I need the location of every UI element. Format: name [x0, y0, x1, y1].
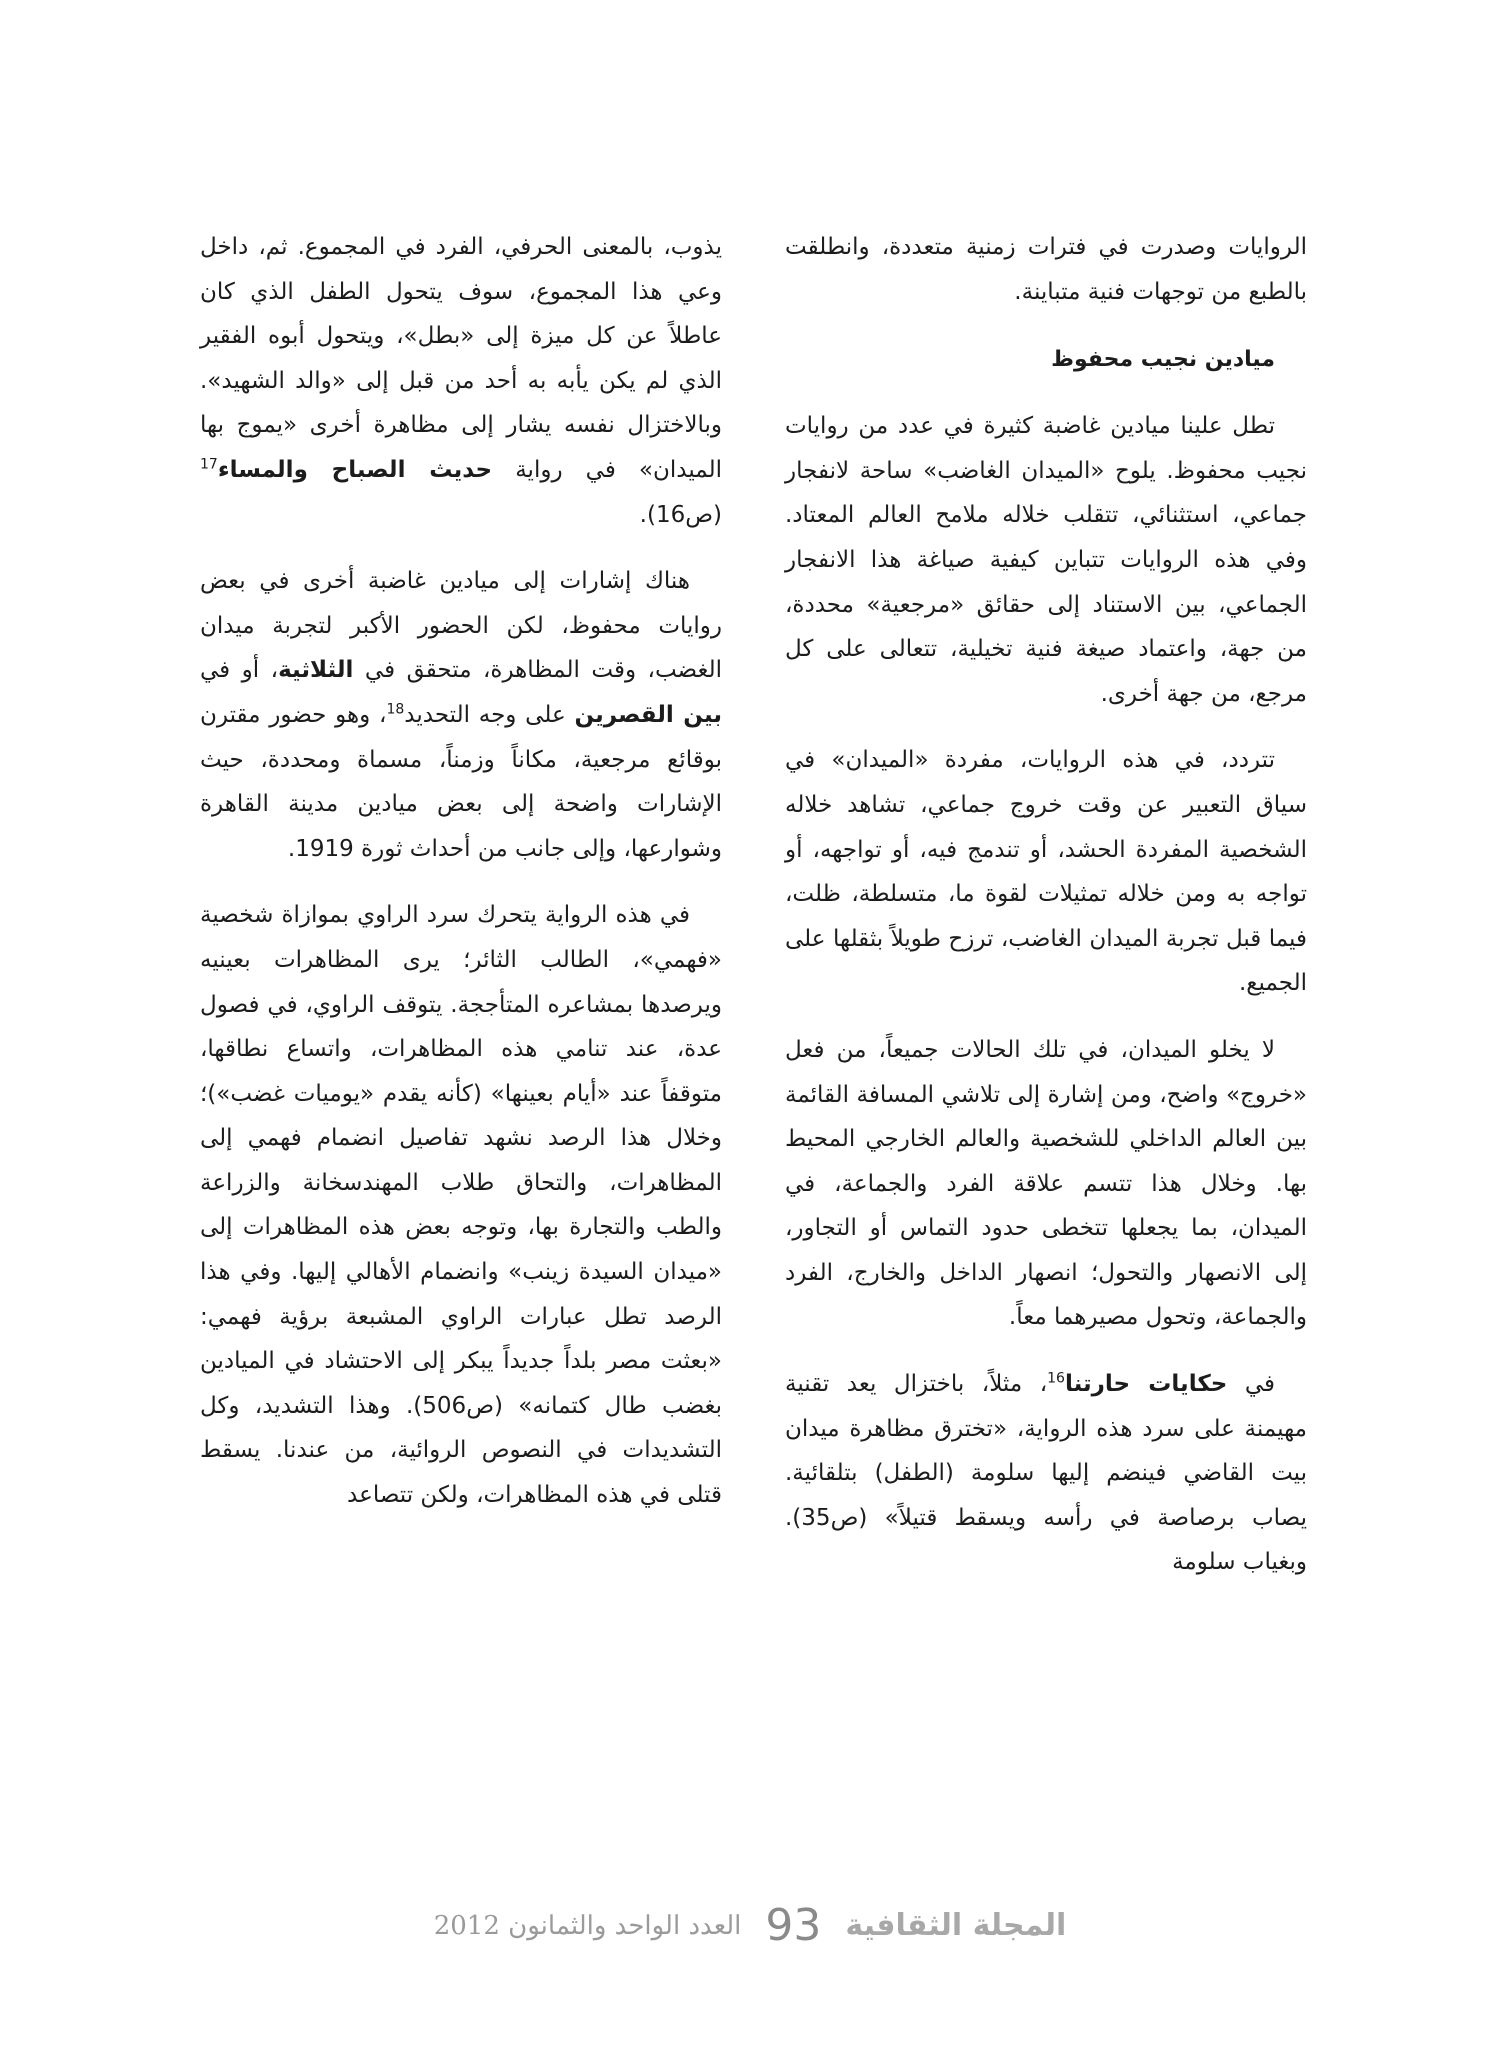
issue-label: العدد الواحد والثمانون 2012 — [433, 1910, 742, 1941]
section-heading: ميادين نجيب محفوظ — [1051, 347, 1275, 373]
paragraph: تطل علينا ميادين غاضبة كثيرة في عدد من روايات نجيب محفوظ. يلوح «الميدان الغاضب» ساحة لانفجار جماعي، استثنائي، تتقلب خلاله ملامح العالم المعتاد. وفي هذه الروايات تتباين كيفية صياغة هذا الانفجار الجماعي، بين الاستناد إلى حقائق «مرجعية» محددة، من جهة، واعتماد صيغة فنية تخيلية، تتعالى على كل مرجع، من جهة أخرى. — [785, 413, 1307, 707]
footnote-ref: 17 — [200, 456, 218, 473]
footnote-ref: 18 — [386, 701, 405, 718]
page-number: 93 — [765, 1900, 822, 1951]
magazine-name: المجلة الثقافية — [845, 1908, 1067, 1943]
text-run: في — [1227, 1371, 1275, 1398]
left-column — [200, 225, 722, 1518]
paragraph: الروايات وصدرت في فترات زمنية متعددة، وانطلقت بالطبع من توجهات فنية متباينة. — [785, 234, 1307, 305]
text-run: ، وهو حضور مقترن بوقائع مرجعية، مكاناً وزمناً، مسماة ومحددة، حيث الإشارات واضحة إلى بعض ميادين مدينة القاهرة وشوارعها، وإلى جانب من أحداث ثورة 1919. — [200, 701, 722, 862]
paragraph: تتردد، في هذه الروايات، مفردة «الميدان» في سياق التعبير عن وقت خروج جماعي، تشاهد خلاله الشخصية المفردة الحشد، أو تندمج فيه، أو تواجهه، أو تواجه به ومن خلاله تمثيلات لقوة ما، متسلطة، ظلت، فيما قبل تجربة الميدان الغاضب، ترزح طويلاً بثقلها على الجميع. — [785, 747, 1307, 997]
page-footer — [430, 1900, 1070, 1951]
text-run: ، أو في — [200, 657, 279, 684]
right-column — [785, 225, 1307, 1585]
text-run: ، مثلاً، باختزال يعد تقنية مهيمنة على سرد هذه الرواية، «تخترق مظاهرة ميدان بيت القاضي فينضم إليها سلومة (الطفل) بتلقائية. يصاب برصاصة في رأسه ويسقط قتيلاً» (ص35). وبغياب سلومة — [785, 1371, 1307, 1576]
book-title: الثلاثية — [278, 657, 354, 684]
footnote-ref: 16 — [1047, 1370, 1065, 1387]
paragraph — [785, 1362, 1307, 1585]
paragraph: لا يخلو الميدان، في تلك الحالات جميعاً، من فعل «خروج» واضح، ومن إشارة إلى تلاشي المسافة القائمة بين العالم الداخلي للشخصية والعالم الخارجي المحيط بها. وخلال هذا تتسم علاقة الفرد والجماعة، في الميدان، بما يجعلها تتخطى حدود التماس أو التجاور، إلى الانصهار والتحول؛ انصهار الداخل والخارج، الفرد والجماعة، وتحول مصيرهما معاً. — [785, 1036, 1307, 1331]
book-title: حكايات حارتنا — [1064, 1371, 1228, 1398]
text-run: يذوب، بالمعنى الحرفي، الفرد في المجموع. ثم، داخل وعي هذا المجموع، سوف يتحول الطفل الذي كان عاطلاً عن كل ميزة إلى «بطل»، ويتحول أبوه الفقير الذي لم يكن يأبه به أحد من قبل إلى «والد الشهيد». وبالاختزال نفسه يشار إلى مظاهرة أخرى «يموج بها الميدان» في رواية — [200, 234, 722, 483]
text-run: هناك إشارات إلى ميادين غاضبة أخرى في بعض روايات محفوظ، لكن الحضور الأكبر لتجربة ميدان الغضب، وقت المظاهرة، متحقق في — [200, 568, 722, 684]
book-title: حديث الصباح والمساء — [217, 456, 493, 483]
paragraph — [200, 559, 722, 871]
text-run: على وجه التحديد — [404, 701, 575, 728]
book-title: بين القصرين — [574, 701, 722, 728]
paragraph — [200, 225, 722, 537]
paragraph: في هذه الرواية يتحرك سرد الراوي بموازاة شخصية «فهمي»، الطالب الثائر؛ يرى المظاهرات بعينيه ويرصدها بمشاعره المتأججة. يتوقف الراوي، في فصول عدة، عند تنامي هذه المظاهرات، واتساع نطاقها، متوقفاً عند «أيام بعينها» (كأنه يقدم «يوميات غضب»)؛ وخلال هذا الرصد نشهد تفاصيل انضمام فهمي إلى المظاهرات، والتحاق طلاب المهندسخانة والزراعة والطب والتجارة بها، وتوجه بعض هذه المظاهرات إلى «ميدان السيدة زينب» وانضمام الأهالي إليها. وفي هذا الرصد تطل عبارات الراوي المشبعة برؤية فهمي: «بعثت مصر بلداً جديداً يبكر إلى الاحتشاد في الميادين بغضب طال كتمانه» (ص506). وهذا التشديد، وكل التشديدات في النصوص الروائية، من عندنا. يسقط قتلى في هذه المظاهرات، ولكن تتصاعد — [200, 902, 723, 1509]
text-run: (ص16). — [639, 501, 722, 528]
